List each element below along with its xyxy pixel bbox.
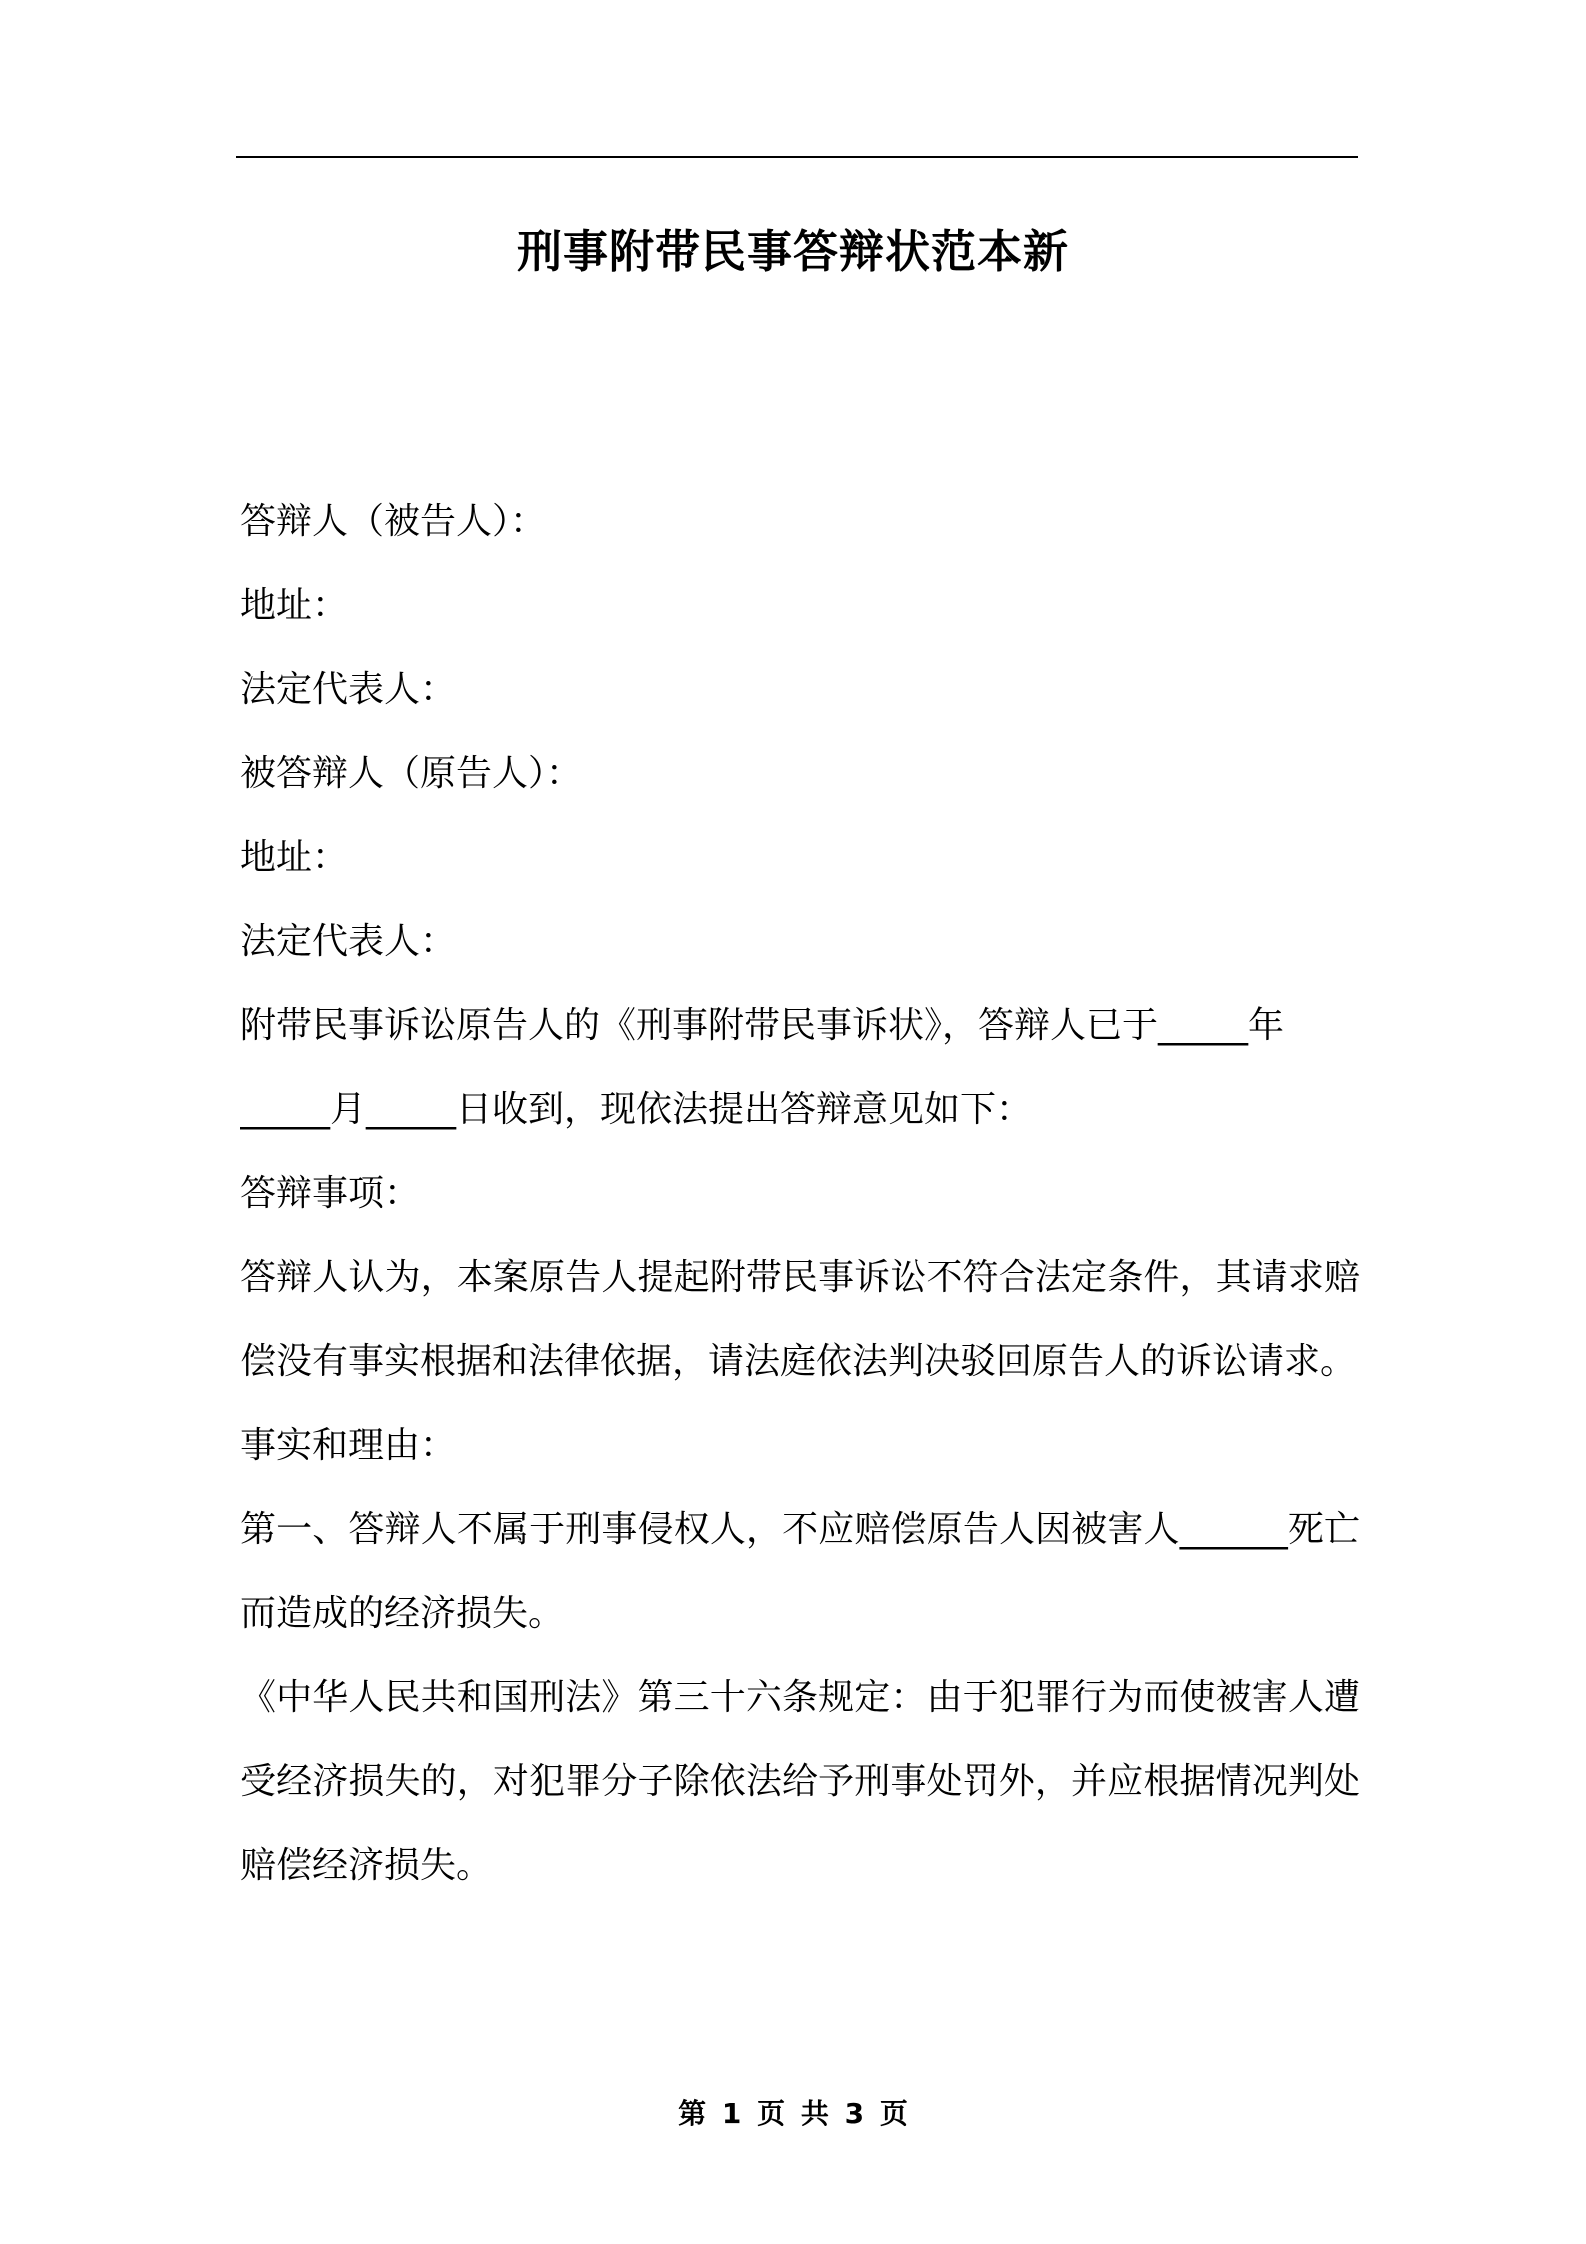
document-body [240,480,1360,1908]
respondent-line: 答辩人（被告人）： [240,501,547,542]
intro-line-2: _____月_____日收到，现依法提出答辩意见如下： [240,1089,1033,1130]
intro-line-1: 附带民事诉讼原告人的《刑事附带民事诉状》，答辩人已于_____年 [240,1005,1285,1046]
respondent-legal-rep-line: 法定代表人： [240,669,457,710]
facts-heading: 事实和理由： [240,1425,457,1466]
document-title: 刑事附带民事答辩状范本新 [516,225,1069,278]
law-citation-paragraph: 《中华人民共和国刑法》第三十六条规定：由于犯罪行为而使被害人遭受经济损失的，对犯罪分子除依法给予刑事处罚外，并应根据情况判处赔偿经济损失。 [240,1677,1360,1886]
claimant-legal-rep-line: 法定代表人： [240,921,457,962]
point-one-paragraph: 第一、答辩人不属于刑事侵权人，不应赔偿原告人因被害人______死亡而造成的经济损失。 [240,1509,1360,1634]
page-indicator: 第 1 页 共 3 页 [678,2097,908,2130]
claimant-line: 被答辩人（原告人）： [240,753,583,794]
claimant-address-line: 地址： [240,837,349,878]
matters-heading: 答辩事项： [240,1173,421,1214]
header-rule [236,156,1358,158]
respondent-address-line: 地址： [240,585,349,626]
matters-paragraph: 答辩人认为，本案原告人提起附带民事诉讼不符合法定条件，其请求赔偿没有事实根据和法律依据，请法庭依法判决驳回原告人的诉讼请求。 [240,1257,1360,1382]
